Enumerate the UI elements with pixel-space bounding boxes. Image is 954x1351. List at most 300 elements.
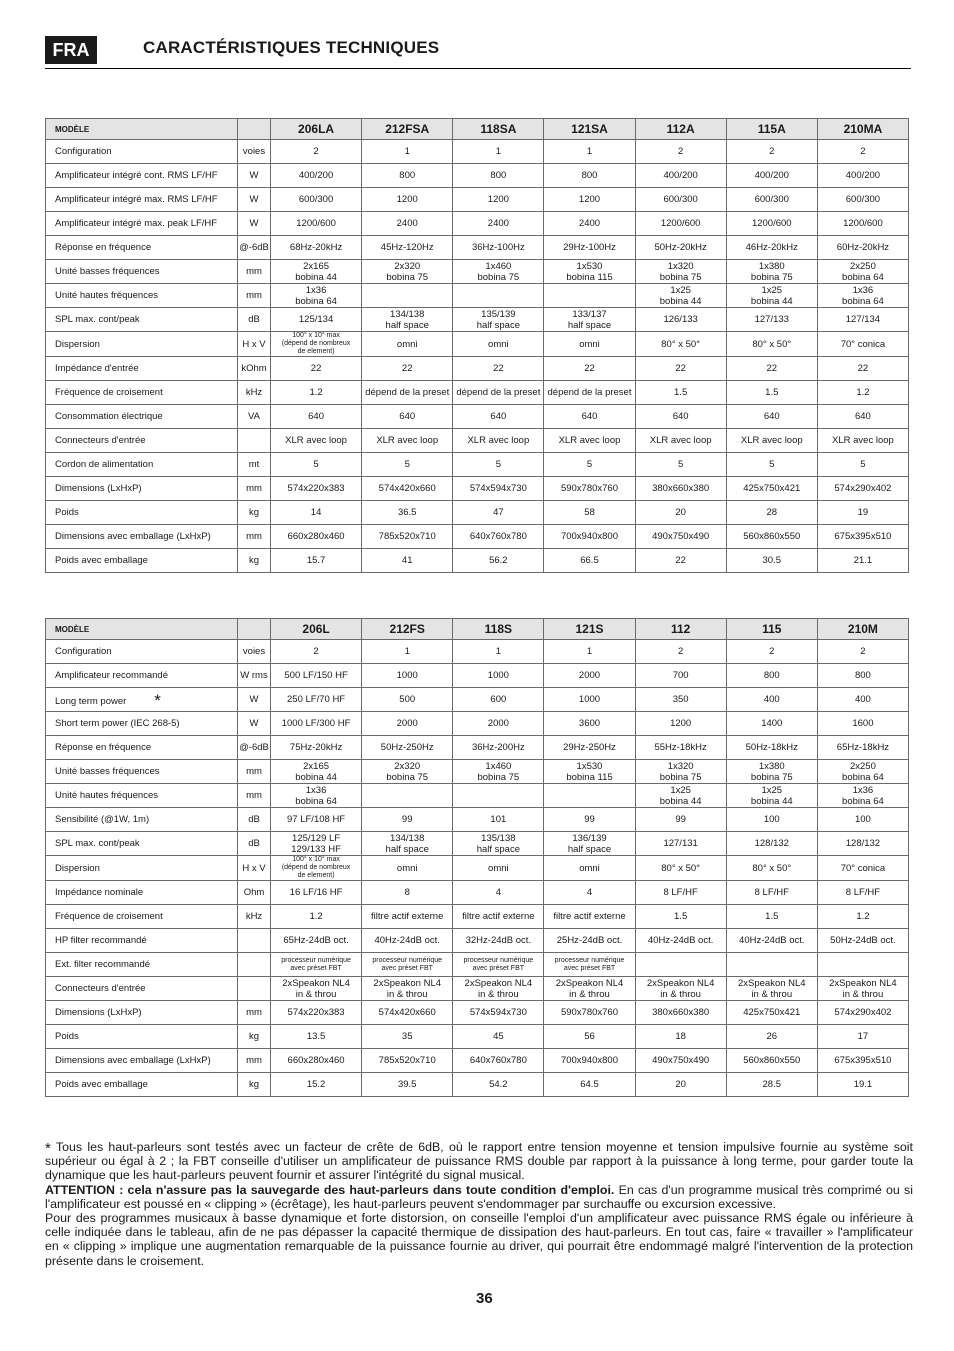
row-unit: voies xyxy=(238,140,271,164)
value-cell: 22 xyxy=(453,357,544,381)
row-unit: kg xyxy=(238,501,271,525)
value-cell: 2xSpeakon NL4 in & throu xyxy=(635,977,726,1001)
row-label: Dimensions avec emballage (LxHxP) xyxy=(46,525,238,549)
row-label: Sensibilité (@1W, 1m) xyxy=(46,808,238,832)
value-cell: 1x460 bobina 75 xyxy=(453,260,544,284)
value-cell: 1200 xyxy=(453,188,544,212)
value-cell: 1200/600 xyxy=(271,212,362,236)
value-cell: 47 xyxy=(453,501,544,525)
value-cell: omni xyxy=(453,856,544,881)
row-label: Ext. filter recommandé xyxy=(46,953,238,977)
value-cell: 2xSpeakon NL4 in & throu xyxy=(453,977,544,1001)
value-cell: 135/138 half space xyxy=(453,832,544,856)
model-name: 212FS xyxy=(362,619,453,640)
page-number: 36 xyxy=(476,1290,493,1307)
value-cell: 18 xyxy=(635,1025,726,1049)
value-cell: 1000 xyxy=(362,664,453,688)
value-cell: 400/200 xyxy=(726,164,817,188)
value-cell xyxy=(544,953,635,977)
unit-header xyxy=(238,119,271,140)
row-label: SPL max. cont/peak xyxy=(46,308,238,332)
value-cell: 2400 xyxy=(362,212,453,236)
value-cell: 80° x 50° xyxy=(635,856,726,881)
row-label: Amplificateur recommandé xyxy=(46,664,238,688)
value-cell: 20 xyxy=(635,1073,726,1097)
model-name: 118S xyxy=(453,619,544,640)
value-cell: 17 xyxy=(817,1025,908,1049)
row-label: Connecteurs d'entrée xyxy=(46,429,238,453)
cell-note: processeur numérique xyxy=(281,956,351,964)
cell-note: de element) xyxy=(297,348,335,355)
model-name: 212FSA xyxy=(362,119,453,140)
value-cell: 2 xyxy=(726,640,817,664)
table-row xyxy=(46,881,909,905)
value-cell: 19 xyxy=(817,501,908,525)
value-cell: 5 xyxy=(362,453,453,477)
row-label: Unité basses fréquences xyxy=(46,260,238,284)
value-cell: 36.5 xyxy=(362,501,453,525)
value-cell: 250 LF/70 HF xyxy=(271,688,362,712)
row-label: Réponse en fréquence xyxy=(46,736,238,760)
attention-heading: ATTENTION : cela n'assure pas la sauvegarde des haut-parleurs dans toute condition d'emploi. xyxy=(45,1182,615,1197)
value-cell xyxy=(726,953,817,977)
table-row xyxy=(46,308,909,332)
table-row xyxy=(46,501,909,525)
model-name: 121S xyxy=(544,619,635,640)
value-cell: 97 LF/108 HF xyxy=(271,808,362,832)
row-unit: H x V xyxy=(238,856,271,881)
row-unit xyxy=(238,977,271,1001)
row-unit: kg xyxy=(238,549,271,573)
value-cell: 1x530 bobina 115 xyxy=(544,260,635,284)
value-cell: 1600 xyxy=(817,712,908,736)
value-cell: 600/300 xyxy=(726,188,817,212)
row-unit: dB xyxy=(238,808,271,832)
table-row xyxy=(46,212,909,236)
row-label: Long term power * xyxy=(46,688,238,712)
value-cell: dépend de la preset xyxy=(453,381,544,405)
model-name: 210MA xyxy=(817,119,908,140)
value-cell: 640 xyxy=(544,405,635,429)
value-cell: 8 LF/HF xyxy=(817,881,908,905)
row-unit: mm xyxy=(238,784,271,808)
value-cell: 1.2 xyxy=(817,381,908,405)
value-cell: 574x594x730 xyxy=(453,1001,544,1025)
value-cell xyxy=(453,953,544,977)
row-label: Fréquence de croisement xyxy=(46,905,238,929)
value-cell: 1400 xyxy=(726,712,817,736)
table-row xyxy=(46,688,909,712)
value-cell xyxy=(362,284,453,308)
row-label: Connecteurs d'entrée xyxy=(46,977,238,1001)
row-unit: H x V xyxy=(238,332,271,357)
value-cell: 1.5 xyxy=(726,905,817,929)
row-label: Poids avec emballage xyxy=(46,549,238,573)
value-cell: 600 xyxy=(453,688,544,712)
table-row xyxy=(46,188,909,212)
value-cell: omni xyxy=(544,856,635,881)
row-unit xyxy=(238,953,271,977)
value-cell xyxy=(362,953,453,977)
value-cell: 2x250 bobina 64 xyxy=(817,260,908,284)
footnote-attention: ATTENTION : cela n'assure pas la sauvegarde des haut-parleurs dans toute condition d'emploi. En cas d'un programme musical très comprimé ou si l'amplificateur est poussé en « clipping » (écrêtage), les haut-parleurs peuvent s'endommager par surchauffe ou excursion excessive. xyxy=(45,1182,913,1211)
value-cell: 1x25 bobina 44 xyxy=(726,784,817,808)
value-cell: 2 xyxy=(635,140,726,164)
row-unit: mm xyxy=(238,760,271,784)
value-cell: 54.2 xyxy=(453,1073,544,1097)
value-cell: 700x940x800 xyxy=(544,1049,635,1073)
value-cell: 600/300 xyxy=(635,188,726,212)
value-cell: 640 xyxy=(726,405,817,429)
row-label: Poids xyxy=(46,1025,238,1049)
value-cell: 22 xyxy=(817,357,908,381)
spec-table-passive xyxy=(45,618,909,1097)
row-label: SPL max. cont/peak xyxy=(46,832,238,856)
value-cell: 1 xyxy=(453,640,544,664)
value-cell: 660x280x460 xyxy=(271,1049,362,1073)
table-header-row xyxy=(46,119,909,140)
footnote-clipping: Pour des programmes musicaux à basse dynamique et forte distorsion, on conseille l'emploi d'un amplificateur avec puissance RMS égale ou inférieure à celle indiquée dans le tableau, afin de ne pas dépasser la capacité thermique de dissipation des haut-parleurs. En tout cas, faire « travailler » l'amplificateur en « clipping » implique une augmentation remarquable de la puissance fournie au driver, qui pourrait être endommagé malgré l'intervention de la protection présente dans le croisement. xyxy=(45,1211,913,1268)
value-cell: 22 xyxy=(362,357,453,381)
value-cell: 14 xyxy=(271,501,362,525)
table-row xyxy=(46,357,909,381)
value-cell xyxy=(271,953,362,977)
value-cell: 640 xyxy=(453,405,544,429)
value-cell: 400/200 xyxy=(635,164,726,188)
table-row xyxy=(46,808,909,832)
value-cell: 70° conica xyxy=(817,856,908,881)
value-cell: 1x25 bobina 44 xyxy=(635,284,726,308)
footnote-test-conditions: * Tous les haut-parleurs sont testés avec un facteur de crête de 6dB, où le rapport entre tension moyenne et tension impulsive fournie au système soit supérieur ou égal à 2 ; la FBT conseille d'utiliser un amplificateur de puissance RMS double par rapport à la puissance à long terme, pour garder toute la dynamique que les haut-parleurs peuvent fournir et assurer l'intégrité du signal musical. xyxy=(45,1140,913,1183)
value-cell: 574x420x660 xyxy=(362,477,453,501)
value-cell: 2 xyxy=(817,140,908,164)
row-label: Consommation électrique xyxy=(46,405,238,429)
value-cell: 50Hz-20kHz xyxy=(635,236,726,260)
value-cell: 2x250 bobina 64 xyxy=(817,760,908,784)
value-cell: 1.2 xyxy=(271,381,362,405)
value-cell: 125/129 LF 129/133 HF xyxy=(271,832,362,856)
value-cell: 1x380 bobina 75 xyxy=(726,260,817,284)
table-row xyxy=(46,405,909,429)
table-row xyxy=(46,1025,909,1049)
row-label: Dimensions avec emballage (LxHxP) xyxy=(46,1049,238,1073)
value-cell: 2 xyxy=(271,640,362,664)
value-cell: 22 xyxy=(271,357,362,381)
value-cell: 127/133 xyxy=(726,308,817,332)
value-cell xyxy=(453,784,544,808)
value-cell: XLR avec loop xyxy=(726,429,817,453)
value-cell: 41 xyxy=(362,549,453,573)
row-label: Configuration xyxy=(46,140,238,164)
cell-note: avec préset FBT xyxy=(563,964,616,972)
row-unit xyxy=(238,929,271,953)
value-cell: 1 xyxy=(453,140,544,164)
value-cell: 2 xyxy=(726,140,817,164)
value-cell: filtre actif externe xyxy=(544,905,635,929)
value-cell: 2000 xyxy=(362,712,453,736)
value-cell: 574x420x660 xyxy=(362,1001,453,1025)
value-cell: 29Hz-250Hz xyxy=(544,736,635,760)
value-cell: 400/200 xyxy=(271,164,362,188)
row-unit: W xyxy=(238,188,271,212)
value-cell: 785x520x710 xyxy=(362,525,453,549)
page-title: CARACTÉRISTIQUES TECHNIQUES xyxy=(143,38,440,57)
table-row xyxy=(46,453,909,477)
row-label: Amplificateur intégré cont. RMS LF/HF xyxy=(46,164,238,188)
value-cell: 3600 xyxy=(544,712,635,736)
row-unit: VA xyxy=(238,405,271,429)
row-label: Dispersion xyxy=(46,332,238,357)
value-cell: 2000 xyxy=(544,664,635,688)
value-cell: 1.5 xyxy=(635,381,726,405)
table-header-row xyxy=(46,619,909,640)
value-cell: 400 xyxy=(726,688,817,712)
value-cell: 40Hz-24dB oct. xyxy=(635,929,726,953)
value-cell: XLR avec loop xyxy=(817,429,908,453)
value-cell: 2000 xyxy=(453,712,544,736)
value-cell xyxy=(544,284,635,308)
value-cell: 1x530 bobina 115 xyxy=(544,760,635,784)
row-unit: mm xyxy=(238,525,271,549)
value-cell: 500 LF/150 HF xyxy=(271,664,362,688)
value-cell: 8 LF/HF xyxy=(635,881,726,905)
row-unit: mm xyxy=(238,477,271,501)
value-cell: 26 xyxy=(726,1025,817,1049)
table-row xyxy=(46,905,909,929)
row-unit: kg xyxy=(238,1073,271,1097)
row-label: Dispersion xyxy=(46,856,238,881)
value-cell: 50Hz-250Hz xyxy=(362,736,453,760)
table-row xyxy=(46,381,909,405)
value-cell: 425x750x421 xyxy=(726,477,817,501)
spec-table-active xyxy=(45,118,909,573)
table-row xyxy=(46,977,909,1001)
value-cell: 1x36 bobina 64 xyxy=(271,284,362,308)
value-cell: 22 xyxy=(635,357,726,381)
value-cell: 5 xyxy=(544,453,635,477)
cell-note: avec préset FBT xyxy=(381,964,433,972)
value-cell: 380x660x380 xyxy=(635,477,726,501)
row-label: Réponse en fréquence xyxy=(46,236,238,260)
value-cell: 2 xyxy=(271,140,362,164)
cell-note: avec préset FBT xyxy=(472,964,525,972)
value-cell: 45Hz-120Hz xyxy=(362,236,453,260)
value-cell: 640 xyxy=(635,405,726,429)
value-cell: 660x280x460 xyxy=(271,525,362,549)
cell-note: 100° x 10° max xyxy=(292,332,340,339)
model-name: 118SA xyxy=(453,119,544,140)
value-cell: 1000 xyxy=(453,664,544,688)
row-unit xyxy=(238,429,271,453)
row-label: Amplificateur intégré max. peak LF/HF xyxy=(46,212,238,236)
value-cell: 2 xyxy=(817,640,908,664)
model-name: 206LA xyxy=(271,119,362,140)
value-cell: 1000 LF/300 HF xyxy=(271,712,362,736)
row-unit: dB xyxy=(238,832,271,856)
value-cell: 99 xyxy=(544,808,635,832)
value-cell: 1 xyxy=(544,140,635,164)
value-cell: 136/139 half space xyxy=(544,832,635,856)
value-cell: 700x940x800 xyxy=(544,525,635,549)
row-unit: mm xyxy=(238,284,271,308)
value-cell: 350 xyxy=(635,688,726,712)
value-cell: 15.2 xyxy=(271,1073,362,1097)
row-unit: kOhm xyxy=(238,357,271,381)
value-cell: 1200/600 xyxy=(635,212,726,236)
value-cell: 126/133 xyxy=(635,308,726,332)
row-label: Unité hautes fréquences xyxy=(46,284,238,308)
value-cell: 60Hz-20kHz xyxy=(817,236,908,260)
value-cell: 800 xyxy=(817,664,908,688)
row-label: Cordon de alimentation xyxy=(46,453,238,477)
table-row xyxy=(46,140,909,164)
value-cell: 125/134 xyxy=(271,308,362,332)
value-cell: dépend de la preset xyxy=(362,381,453,405)
model-name: 121SA xyxy=(544,119,635,140)
value-cell: 1000 xyxy=(544,688,635,712)
table-row xyxy=(46,332,909,357)
value-cell: 560x860x550 xyxy=(726,1049,817,1073)
row-unit: voies xyxy=(238,640,271,664)
cell-note: avec préset FBT xyxy=(290,964,342,972)
model-name: 206L xyxy=(271,619,362,640)
table-row xyxy=(46,429,909,453)
value-cell: 36Hz-200Hz xyxy=(453,736,544,760)
value-cell: 1x36 bobina 64 xyxy=(271,784,362,808)
value-cell: 1.5 xyxy=(635,905,726,929)
value-cell: 5 xyxy=(453,453,544,477)
value-cell: 800 xyxy=(453,164,544,188)
value-cell: 1200 xyxy=(544,188,635,212)
value-cell: 640 xyxy=(362,405,453,429)
row-label: Unité basses fréquences xyxy=(46,760,238,784)
value-cell: 40Hz-24dB oct. xyxy=(726,929,817,953)
value-cell: 134/138 half space xyxy=(362,308,453,332)
value-cell xyxy=(635,953,726,977)
value-cell: 8 xyxy=(362,881,453,905)
row-label: Fréquence de croisement xyxy=(46,381,238,405)
value-cell: 13.5 xyxy=(271,1025,362,1049)
value-cell: 1x320 bobina 75 xyxy=(635,260,726,284)
value-cell: 490x750x490 xyxy=(635,525,726,549)
unit-header xyxy=(238,619,271,640)
value-cell: 70° conica xyxy=(817,332,908,357)
value-cell xyxy=(271,856,362,881)
value-cell: 128/132 xyxy=(726,832,817,856)
value-cell: 500 xyxy=(362,688,453,712)
value-cell: 28 xyxy=(726,501,817,525)
value-cell: 45 xyxy=(453,1025,544,1049)
value-cell: 100 xyxy=(726,808,817,832)
value-cell: 8 LF/HF xyxy=(726,881,817,905)
value-cell: 35 xyxy=(362,1025,453,1049)
value-cell: 2xSpeakon NL4 in & throu xyxy=(726,977,817,1001)
value-cell: 574x220x383 xyxy=(271,1001,362,1025)
model-name: 112A xyxy=(635,119,726,140)
value-cell: 1200 xyxy=(635,712,726,736)
value-cell: 5 xyxy=(635,453,726,477)
cell-note: (dépend de nombreux xyxy=(281,340,351,347)
row-unit: W xyxy=(238,712,271,736)
value-cell: 133/137 half space xyxy=(544,308,635,332)
table-row xyxy=(46,712,909,736)
value-cell: 99 xyxy=(362,808,453,832)
value-cell: 400 xyxy=(817,688,908,712)
footnotes xyxy=(45,1140,913,1268)
row-unit: kHz xyxy=(238,905,271,929)
value-cell: 590x780x760 xyxy=(544,477,635,501)
value-cell xyxy=(362,784,453,808)
value-cell: 75Hz-20kHz xyxy=(271,736,362,760)
value-cell: 20 xyxy=(635,501,726,525)
value-cell: 19.1 xyxy=(817,1073,908,1097)
value-cell: XLR avec loop xyxy=(544,429,635,453)
value-cell: 640 xyxy=(271,405,362,429)
table-row xyxy=(46,549,909,573)
table-row xyxy=(46,236,909,260)
value-cell: 800 xyxy=(726,664,817,688)
value-cell: 39.5 xyxy=(362,1073,453,1097)
value-cell: 65Hz-18kHz xyxy=(817,736,908,760)
value-cell: 1.2 xyxy=(817,905,908,929)
value-cell: 675x395x510 xyxy=(817,525,908,549)
value-cell: omni xyxy=(362,332,453,357)
row-unit: mm xyxy=(238,260,271,284)
row-label: Unité hautes fréquences xyxy=(46,784,238,808)
value-cell: 600/300 xyxy=(271,188,362,212)
table-row xyxy=(46,664,909,688)
language-badge: FRA xyxy=(45,36,97,64)
value-cell: 50Hz-24dB oct. xyxy=(817,929,908,953)
value-cell: 640 xyxy=(817,405,908,429)
cell-note: processeur numérique xyxy=(463,956,534,964)
row-label: Poids avec emballage xyxy=(46,1073,238,1097)
value-cell: 590x780x760 xyxy=(544,1001,635,1025)
row-label: Impédance nominale xyxy=(46,881,238,905)
value-cell: 675x395x510 xyxy=(817,1049,908,1073)
footnote-asterisk: * xyxy=(45,1140,51,1157)
value-cell: 56.2 xyxy=(453,549,544,573)
value-cell: 36Hz-100Hz xyxy=(453,236,544,260)
value-cell: 21.1 xyxy=(817,549,908,573)
value-cell: 2xSpeakon NL4 in & throu xyxy=(271,977,362,1001)
value-cell: 640x760x780 xyxy=(453,1049,544,1073)
value-cell: 99 xyxy=(635,808,726,832)
row-unit: kg xyxy=(238,1025,271,1049)
table-row xyxy=(46,953,909,977)
value-cell: 640x760x780 xyxy=(453,525,544,549)
value-cell: 2 xyxy=(635,640,726,664)
value-cell: 574x290x402 xyxy=(817,1001,908,1025)
value-cell: 29Hz-100Hz xyxy=(544,236,635,260)
value-cell: 1.2 xyxy=(271,905,362,929)
value-cell xyxy=(271,332,362,357)
value-cell: 135/139 half space xyxy=(453,308,544,332)
asterisk-mark: * xyxy=(154,690,161,710)
value-cell: 1x36 bobina 64 xyxy=(817,284,908,308)
value-cell: 800 xyxy=(362,164,453,188)
value-cell: 425x750x421 xyxy=(726,1001,817,1025)
value-cell: 22 xyxy=(726,357,817,381)
value-cell: 100 xyxy=(817,808,908,832)
value-cell: 1.5 xyxy=(726,381,817,405)
value-cell: 50Hz-18kHz xyxy=(726,736,817,760)
value-cell: 1x320 bobina 75 xyxy=(635,760,726,784)
value-cell: 2xSpeakon NL4 in & throu xyxy=(544,977,635,1001)
value-cell xyxy=(817,953,908,977)
value-cell: 25Hz-24dB oct. xyxy=(544,929,635,953)
value-cell: 700 xyxy=(635,664,726,688)
